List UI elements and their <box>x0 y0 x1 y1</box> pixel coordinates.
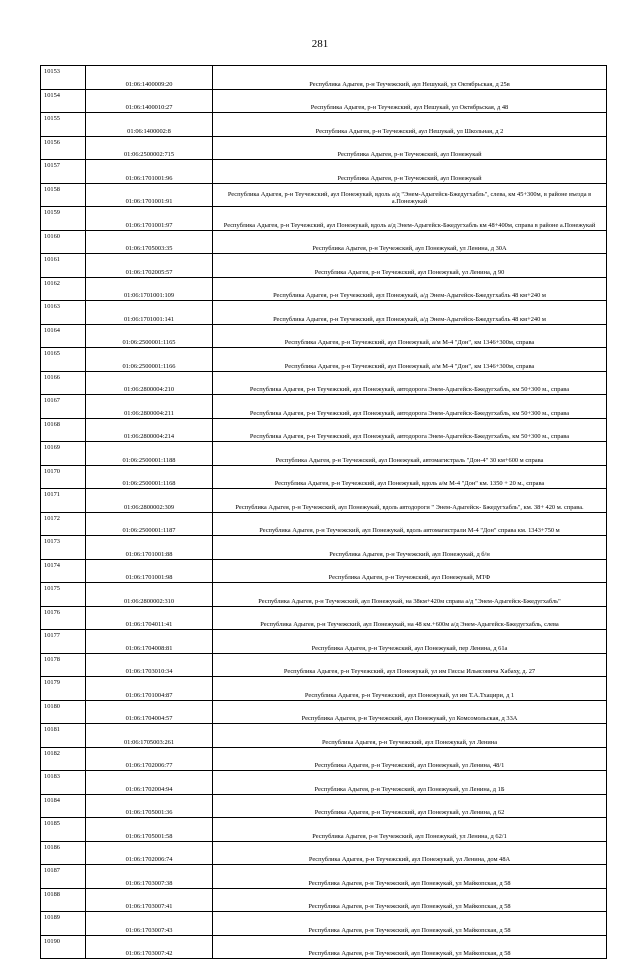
record-number-cell: 10158 <box>41 183 86 207</box>
record-number-cell: 10183 <box>41 771 86 795</box>
address-cell: Республика Адыгея, р-н Теучежский, аул Понежукай, ул Ленина, д 1Б <box>213 771 607 795</box>
record-number-cell: 10176 <box>41 606 86 630</box>
page-number: 281 <box>311 38 329 50</box>
table-row <box>41 418 607 442</box>
address-cell: Республика Адыгея, р-н Теучежский, аул Понежукай, ул Ленина <box>213 724 607 748</box>
table-row <box>41 724 607 748</box>
cadastral-number-cell: 01:06:1702004:94 <box>86 771 213 795</box>
table-row <box>41 794 607 818</box>
cadastral-number-cell: 01:06:2500002:715 <box>86 136 213 160</box>
record-number-cell: 10172 <box>41 512 86 536</box>
record-number-cell: 10164 <box>41 324 86 348</box>
record-number-cell: 10171 <box>41 489 86 513</box>
address-cell: Республика Адыгея, р-н Теучежский, аул Понежукай, ул Комсомольская, д 33А <box>213 700 607 724</box>
table-row <box>41 935 607 959</box>
record-number-cell: 10160 <box>41 230 86 254</box>
address-cell: Республика Адыгея, р-н Теучежский, аул Понежукай, ул Ленина, д 62/1 <box>213 818 607 842</box>
table-row <box>41 841 607 865</box>
address-cell: Республика Адыгея, р-н Теучежский, аул Понежукай, автодорога Энем-Адыгейск-Бжедугхабль, км 50+300 м., справа <box>213 395 607 419</box>
record-number-cell: 10166 <box>41 371 86 395</box>
table-row <box>41 395 607 419</box>
record-number-cell: 10170 <box>41 465 86 489</box>
address-cell: Республика Адыгея, р-н Теучежский, аул Понежукай, ул Ленина, д 90 <box>213 254 607 278</box>
record-number-cell: 10190 <box>41 935 86 959</box>
address-cell: Республика Адыгея, р-н Теучежский, аул Понежукай, вдоль а/м М-4 "Дон" км. 1350 + 20 м., справа <box>213 465 607 489</box>
address-cell: Республика Адыгея, р-н Теучежский, аул Понежукай, ул Ленина, дом 48А <box>213 841 607 865</box>
record-number-cell: 10163 <box>41 301 86 325</box>
cadastral-number-cell: 01:06:1701004:87 <box>86 677 213 701</box>
record-number-cell: 10167 <box>41 395 86 419</box>
cadastral-number-cell: 01:06:1703007:42 <box>86 935 213 959</box>
cadastral-number-cell: 01:06:1400009:20 <box>86 66 213 90</box>
table-row <box>41 277 607 301</box>
record-number-cell: 10188 <box>41 888 86 912</box>
address-cell: Республика Адыгея, р-н Теучежский, аул Понежукай, вдоль а/д "Энем-Адыгейск-Бжедугхабль", слева, км 45+300м, в районе въезда в а.Понежукай <box>213 183 607 207</box>
address-cell: Республика Адыгея, р-н Теучежский, аул Понежукай, ул Ленина, 48/1 <box>213 747 607 771</box>
table-row <box>41 888 607 912</box>
cadastral-number-cell: 01:06:1705001:36 <box>86 794 213 818</box>
registry-table <box>40 65 607 959</box>
table-row <box>41 536 607 560</box>
address-cell: Республика Адыгея, р-н Теучежский, аул Понежукай, пер Ленина, д 61а <box>213 630 607 654</box>
table-row <box>41 559 607 583</box>
cadastral-number-cell: 01:06:2500001:1187 <box>86 512 213 536</box>
record-number-cell: 10187 <box>41 865 86 889</box>
table-row <box>41 136 607 160</box>
record-number-cell: 10182 <box>41 747 86 771</box>
table-row <box>41 700 607 724</box>
cadastral-number-cell: 01:06:1705001:58 <box>86 818 213 842</box>
record-number-cell: 10177 <box>41 630 86 654</box>
table-row <box>41 465 607 489</box>
address-cell: Республика Адыгея, р-н Теучежский, аул Понежукай, а/д Энем-Адыгейск-Бжедугхабль 48 км+240 м <box>213 301 607 325</box>
address-cell: Республика Адыгея, р-н Теучежский, аул Понежукай, МТФ <box>213 559 607 583</box>
table-row <box>41 818 607 842</box>
address-cell: Республика Адыгея, р-н Теучежский, аул Понежукай, ул Ленина, д 62 <box>213 794 607 818</box>
address-cell: Республика Адыгея, р-н Теучежский, аул Понежукай, вдоль автодороги " Энем-Адыгейск- Бжедугхабль", км. 38+ 420 м. справа. <box>213 489 607 513</box>
address-cell: Республика Адыгея, р-н Теучежский, аул Понежукай, вдоль а/д Энем-Адыгейск-Бжедугхабль км 48+400м, справа в районе а.Понежукай <box>213 207 607 231</box>
record-number-cell: 10155 <box>41 113 86 137</box>
record-number-cell: 10184 <box>41 794 86 818</box>
record-number-cell: 10173 <box>41 536 86 560</box>
record-number-cell: 10162 <box>41 277 86 301</box>
address-cell: Республика Адыгея, р-н Теучежский, аул Понежукай, ул им Гиссы Ильясовича Хабаху, д. 27 <box>213 653 607 677</box>
table-row <box>41 183 607 207</box>
address-cell: Республика Адыгея, р-н Теучежский, аул Понежукай, д б/н <box>213 536 607 560</box>
record-number-cell: 10178 <box>41 653 86 677</box>
record-number-cell: 10153 <box>41 66 86 90</box>
cadastral-number-cell: 01:06:1703007:38 <box>86 865 213 889</box>
cadastral-number-cell: 01:06:1702006:74 <box>86 841 213 865</box>
record-number-cell: 10179 <box>41 677 86 701</box>
table-row <box>41 371 607 395</box>
table-row <box>41 677 607 701</box>
address-cell: Республика Адыгея, р-н Теучежский, аул Нешукай, ул Октябрьская, д 25в <box>213 66 607 90</box>
record-number-cell: 10181 <box>41 724 86 748</box>
cadastral-number-cell: 01:06:2500001:1188 <box>86 442 213 466</box>
table-row <box>41 348 607 372</box>
record-number-cell: 10180 <box>41 700 86 724</box>
table-row <box>41 301 607 325</box>
table-row <box>41 865 607 889</box>
record-number-cell: 10157 <box>41 160 86 184</box>
table-row <box>41 512 607 536</box>
address-cell: Республика Адыгея, р-н Теучежский, аул Понежукай, автодорога Энем-Адыгейск-Бжедугхабль, км 50+300 м., справа <box>213 371 607 395</box>
cadastral-number-cell: 01:06:1705003:261 <box>86 724 213 748</box>
cadastral-number-cell: 01:06:1703007:43 <box>86 912 213 936</box>
table-row <box>41 66 607 90</box>
address-cell: Республика Адыгея, р-н Теучежский, аул Понежукай, автодорога Энем-Адыгейск-Бжедугхабль, км 50+300 м., справа <box>213 418 607 442</box>
address-cell: Республика Адыгея, р-н Теучежский, аул Понежукай, вдоль автомагистрали М-4 "Дон" справа км. 1343+750 м <box>213 512 607 536</box>
cadastral-number-cell: 01:06:1702005:57 <box>86 254 213 278</box>
cadastral-number-cell: 01:06:2800002:310 <box>86 583 213 607</box>
cadastral-number-cell: 01:06:1701001:91 <box>86 183 213 207</box>
table-row <box>41 113 607 137</box>
address-cell: Республика Адыгея, р-н Теучежский, аул Понежукай, ул им Т.А.Тхацири, д 1 <box>213 677 607 701</box>
table-row <box>41 230 607 254</box>
cadastral-number-cell: 01:06:2500001:1168 <box>86 465 213 489</box>
cadastral-number-cell: 01:06:1703010:34 <box>86 653 213 677</box>
table-row <box>41 771 607 795</box>
cadastral-number-cell: 01:06:1701001:88 <box>86 536 213 560</box>
address-cell: Республика Адыгея, р-н Теучежский, аул Понежукай, автомагистраль "Дон-4" 30 км+600 м справа <box>213 442 607 466</box>
record-number-cell: 10169 <box>41 442 86 466</box>
address-cell: Республика Адыгея, р-н Теучежский, аул Понежукай, ул Майкопская, д 58 <box>213 865 607 889</box>
address-cell: Республика Адыгея, р-н Теучежский, аул Понежукай <box>213 136 607 160</box>
cadastral-number-cell: 01:06:1701001:96 <box>86 160 213 184</box>
address-cell: Республика Адыгея, р-н Теучежский, аул Понежукай, ул Майкопская, д 58 <box>213 888 607 912</box>
cadastral-number-cell: 01:06:1705003:35 <box>86 230 213 254</box>
cadastral-number-cell: 01:06:1701001:97 <box>86 207 213 231</box>
record-number-cell: 10165 <box>41 348 86 372</box>
address-cell: Республика Адыгея, р-н Теучежский, аул Понежукай, а/д Энем-Адыгейск-Бжедугхабль 48 км+240 м <box>213 277 607 301</box>
cadastral-number-cell: 01:06:1400010:27 <box>86 89 213 113</box>
cadastral-number-cell: 01:06:2800004:210 <box>86 371 213 395</box>
cadastral-number-cell: 01:06:2500001:1165 <box>86 324 213 348</box>
record-number-cell: 10168 <box>41 418 86 442</box>
table-row <box>41 489 607 513</box>
table-row <box>41 207 607 231</box>
cadastral-number-cell: 01:06:2800004:211 <box>86 395 213 419</box>
address-cell: Республика Адыгея, р-н Теучежский, аул Понежукай, ул Майкопская, д 58 <box>213 912 607 936</box>
cadastral-number-cell: 01:06:1701001:98 <box>86 559 213 583</box>
record-number-cell: 10161 <box>41 254 86 278</box>
cadastral-number-cell: 01:06:2800002:309 <box>86 489 213 513</box>
cadastral-number-cell: 01:06:1704004:57 <box>86 700 213 724</box>
cadastral-number-cell: 01:06:1703007:41 <box>86 888 213 912</box>
cadastral-number-cell: 01:06:1704011:41 <box>86 606 213 630</box>
record-number-cell: 10175 <box>41 583 86 607</box>
cadastral-number-cell: 01:06:2500001:1166 <box>86 348 213 372</box>
table-row <box>41 324 607 348</box>
table-row <box>41 442 607 466</box>
cadastral-number-cell: 01:06:1701001:109 <box>86 277 213 301</box>
record-number-cell: 10186 <box>41 841 86 865</box>
record-number-cell: 10159 <box>41 207 86 231</box>
address-cell: Республика Адыгея, р-н Теучежский, аул Понежукай <box>213 160 607 184</box>
table-row <box>41 160 607 184</box>
address-cell: Республика Адыгея, р-н Теучежский, аул Понежукай, ул Майкопская, д 58 <box>213 935 607 959</box>
address-cell: Республика Адыгея, р-н Теучежский, аул Понежукай, ул Ленина, д 30А <box>213 230 607 254</box>
address-cell: Республика Адыгея, р-н Теучежский, аул Нешукай, ул Октябрьская, д 48 <box>213 89 607 113</box>
address-cell: Республика Адыгея, р-н Теучежский, аул Понежукай, а/м М-4 "Дон", км 1346+300м, справа <box>213 324 607 348</box>
cadastral-number-cell: 01:06:1702006:77 <box>86 747 213 771</box>
cadastral-number-cell: 01:06:1704008:81 <box>86 630 213 654</box>
table-row <box>41 653 607 677</box>
cadastral-number-cell: 01:06:1400002:8 <box>86 113 213 137</box>
record-number-cell: 10156 <box>41 136 86 160</box>
table-row <box>41 89 607 113</box>
record-number-cell: 10154 <box>41 89 86 113</box>
table-row <box>41 912 607 936</box>
table-row <box>41 583 607 607</box>
record-number-cell: 10185 <box>41 818 86 842</box>
address-cell: Республика Адыгея, р-н Теучежский, аул Нешукай, ул Школьная, д 2 <box>213 113 607 137</box>
registry-table-body <box>41 66 607 959</box>
record-number-cell: 10174 <box>41 559 86 583</box>
address-cell: Республика Адыгея, р-н Теучежский, аул Понежукай, на 38км+420м справа а/д "Энем-Адыгейск-Бжедугхабль" <box>213 583 607 607</box>
table-row <box>41 254 607 278</box>
address-cell: Республика Адыгея, р-н Теучежский, аул Понежукай, а/м М-4 "Дон", км 1346+300м, справа <box>213 348 607 372</box>
cadastral-number-cell: 01:06:1701001:141 <box>86 301 213 325</box>
address-cell: Республика Адыгея, р-н Теучежский, аул Понежукай, на 48 км.+600м а/д Энем-Адыгейск-Бжедугхабль, слева <box>213 606 607 630</box>
table-row <box>41 747 607 771</box>
cadastral-number-cell: 01:06:2800004:214 <box>86 418 213 442</box>
table-row <box>41 630 607 654</box>
record-number-cell: 10189 <box>41 912 86 936</box>
table-row <box>41 606 607 630</box>
